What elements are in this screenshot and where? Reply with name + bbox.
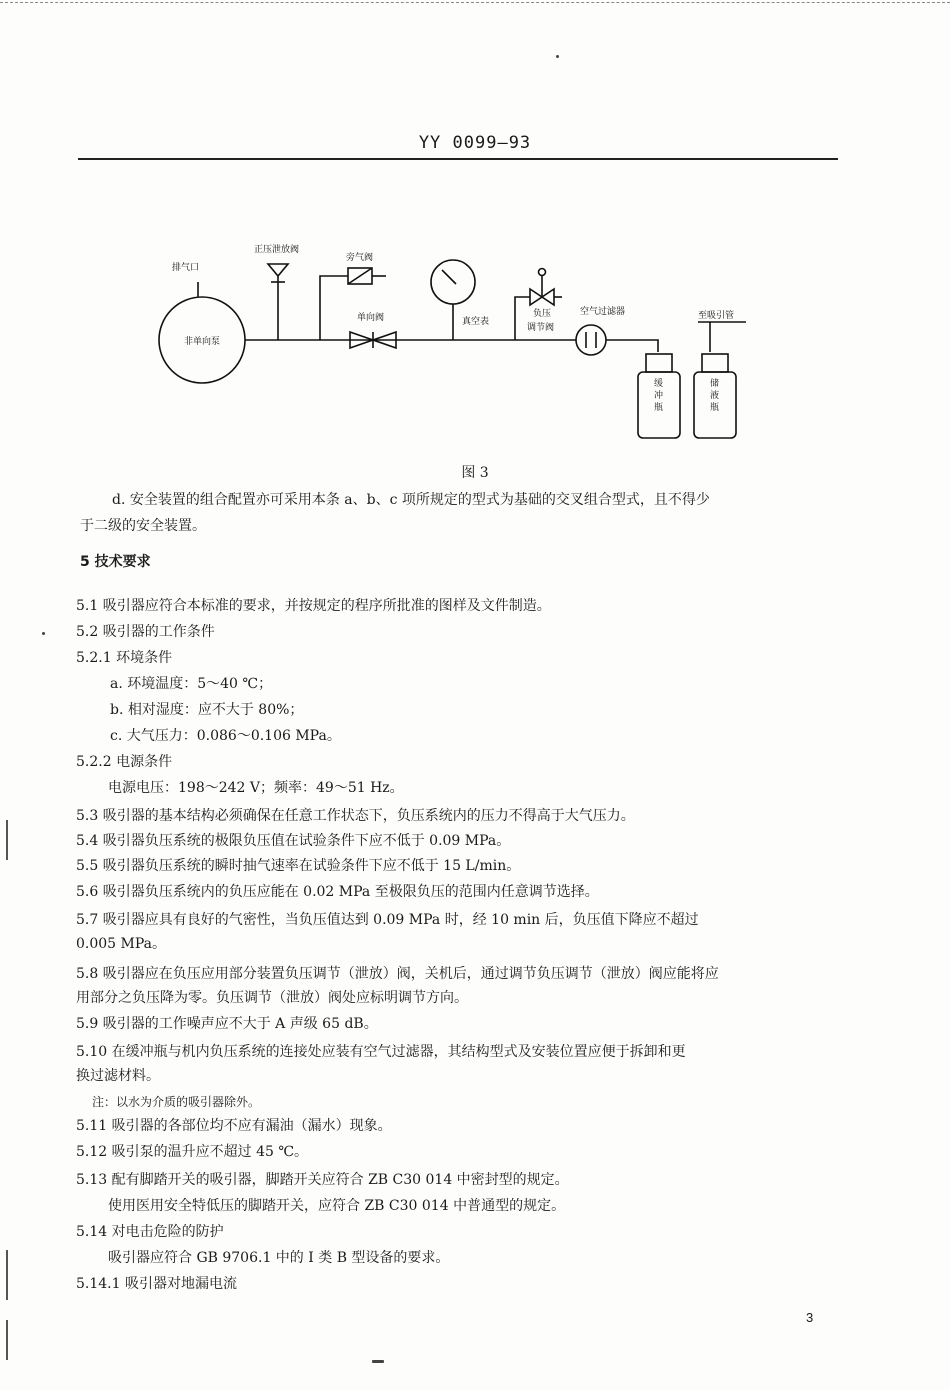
clause-5-5: 5.5 吸引器负压系统的瞬时抽气速率在试验条件下应不低于 15 L/min。 <box>76 858 521 874</box>
clause-5-14-text: 吸引器应符合 GB 9706.1 中的 I 类 B 型设备的要求。 <box>108 1250 450 1266</box>
label-storage-1: 储 <box>710 379 720 389</box>
label-neg-reg-1: 负压 <box>533 309 552 319</box>
clause-5-13-line2: 使用医用安全特低压的脚踏开关，应符合 ZB C30 014 中普通型的规定。 <box>108 1198 566 1214</box>
label-exhaust: 排气口 <box>172 263 200 273</box>
clause-5-12: 5.12 吸引泵的温升应不超过 45 ℃。 <box>76 1144 308 1160</box>
document-id-header: YY 0099—93 <box>418 133 532 153</box>
scan-speck <box>42 632 45 635</box>
item-b: b. 相对湿度：应不大于 80%； <box>110 702 304 718</box>
scan-speck <box>556 55 559 58</box>
note: 注：以水为介质的吸引器除外。 <box>92 1095 261 1109</box>
scan-mark <box>6 1320 8 1360</box>
clause-5-1: 5.1 吸引器应符合本标准的要求，并按规定的程序所批准的图样及文件制造。 <box>76 598 551 614</box>
label-to-tube: 至吸引管 <box>698 311 735 321</box>
label-neg-reg-2: 调节阀 <box>527 323 555 333</box>
scan-mark <box>6 820 8 860</box>
clause-5-2-1: 5.2.1 环境条件 <box>76 650 173 666</box>
item-d-line2: 于二级的安全装置。 <box>80 518 206 534</box>
label-pump: 非单向泵 <box>184 337 221 347</box>
scan-speck <box>372 1360 384 1363</box>
clause-5-2-2: 5.2.2 电源条件 <box>76 754 173 770</box>
clause-5-8-line2: 用部分之负压降为零。负压调节（泄放）阀处应标明调节方向。 <box>76 990 468 1006</box>
label-pos-relief: 正压泄放阀 <box>254 245 300 255</box>
item-c: c. 大气压力：0.086～0.106 MPa。 <box>110 728 341 744</box>
scan-top-edge <box>0 2 950 3</box>
clause-5-8-line1: 5.8 吸引器应在负压应用部分装置负压调节（泄放）阀，关机后，通过调节负压调节（泄放）阀应能将应 <box>76 966 719 982</box>
header-rule <box>78 158 838 160</box>
label-buffer-3: 瓶 <box>654 403 664 413</box>
label-bypass: 旁气阀 <box>346 253 374 263</box>
figure-caption: 图 3 <box>461 465 489 481</box>
clause-5-7-line1: 5.7 吸引器应具有良好的气密性，当负压值达到 0.09 MPa 时，经 10 min 后，负压值下降应不超过 <box>76 912 699 928</box>
clause-5-2: 5.2 吸引器的工作条件 <box>76 624 215 640</box>
clause-5-9: 5.9 吸引器的工作噪声应不大于 A 声级 65 dB。 <box>76 1016 378 1032</box>
clause-5-10-line2: 换过滤材料。 <box>76 1068 160 1084</box>
item-a: a. 环境温度：5～40 ℃； <box>110 676 273 692</box>
power-conditions: 电源电压：198～242 V；频率：49～51 Hz。 <box>108 780 404 796</box>
pos-relief-valve <box>268 264 288 276</box>
page-number: 3 <box>806 1310 814 1325</box>
regulator-pipe <box>515 297 530 340</box>
label-storage-2: 液 <box>710 391 720 401</box>
label-storage-3: 瓶 <box>710 403 720 413</box>
clause-5-4: 5.4 吸引器负压系统的极限负压值在试验条件下应不低于 0.09 MPa。 <box>76 833 511 849</box>
clause-5-6: 5.6 吸引器负压系统内的负压应能在 0.02 MPa 至极限负压的范围内任意调节选择。 <box>76 884 599 900</box>
air-filter <box>576 325 606 355</box>
clause-5-7-line2: 0.005 MPa。 <box>76 936 167 952</box>
suction-system-diagram <box>150 240 790 450</box>
item-d-line1: d. 安全装置的组合配置亦可采用本条 a、b、c 项所规定的型式为基础的交叉组合型式，且不得少 <box>112 492 710 508</box>
clause-5-11: 5.11 吸引器的各部位均不应有漏油（漏水）现象。 <box>76 1118 392 1134</box>
label-filter: 空气过滤器 <box>580 307 626 317</box>
section-5-heading: 5 技术要求 <box>80 554 151 570</box>
clause-5-14-1: 5.14.1 吸引器对地漏电流 <box>76 1276 237 1292</box>
clause-5-10-line1: 5.10 在缓冲瓶与机内负压系统的连接处应装有空气过滤器，其结构型式及安装位置应便于拆卸和更 <box>76 1044 686 1060</box>
scan-mark <box>6 1250 8 1300</box>
clause-5-14: 5.14 对电击危险的防护 <box>76 1224 224 1240</box>
bypass-pipe <box>320 276 348 340</box>
label-buffer-2: 冲 <box>654 391 664 401</box>
clause-5-3: 5.3 吸引器的基本结构必须确保在任意工作状态下，负压系统内的压力不得高于大气压力。 <box>76 808 635 824</box>
label-buffer-1: 缓 <box>654 379 664 389</box>
clause-5-13-line1: 5.13 配有脚踏开关的吸引器，脚踏开关应符合 ZB C30 014 中密封型的规定。 <box>76 1172 569 1188</box>
label-check: 单向阀 <box>357 313 385 323</box>
label-gauge: 真空表 <box>462 317 490 327</box>
